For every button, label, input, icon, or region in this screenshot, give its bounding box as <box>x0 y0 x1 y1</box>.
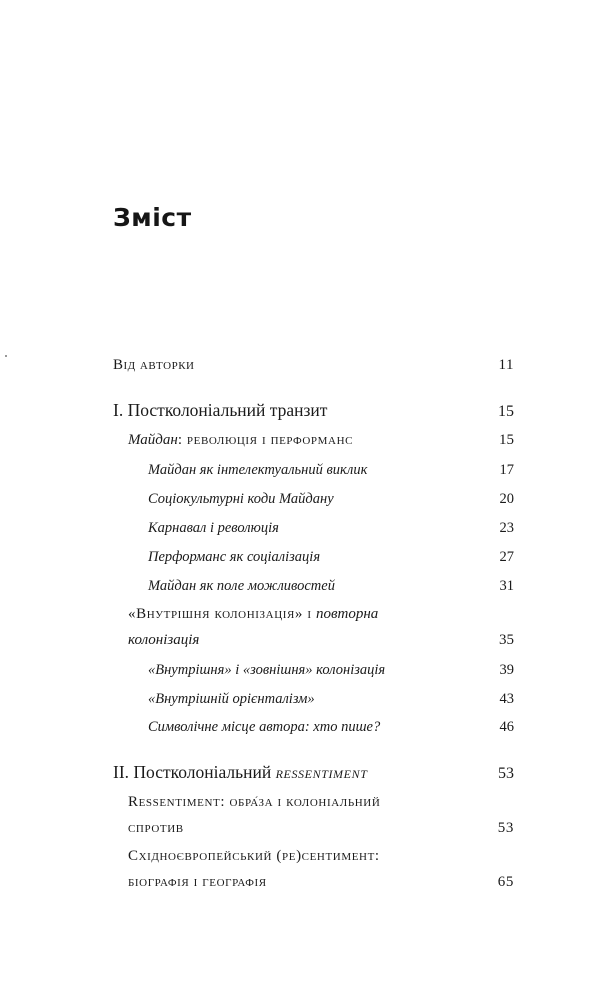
toc-entry-page: 23 <box>499 520 514 536</box>
toc-entry-page: 43 <box>499 691 514 707</box>
toc-chapter-maidan[interactable] <box>128 432 514 449</box>
toc-entry-title: «Внутрішня» і «зовнішня» колонізація <box>148 662 386 678</box>
toc-entry-page: 46 <box>499 719 514 735</box>
toc-title-roman: II. Постколоніальний <box>113 762 276 782</box>
toc-section[interactable] <box>148 719 514 736</box>
toc-chapter-east-european-cont[interactable] <box>128 874 514 891</box>
toc-entry-title: Карнавал і революція <box>148 520 279 536</box>
toc-entry-page: 53 <box>497 820 514 836</box>
scan-speck <box>5 355 7 357</box>
toc-section[interactable] <box>148 662 514 679</box>
toc-entry-title <box>128 432 353 449</box>
toc-entry-page: 31 <box>499 578 514 594</box>
toc-section[interactable] <box>148 462 514 479</box>
toc-entry-title: «Внутрішній орієнталізм» <box>148 691 315 707</box>
toc-entry-title: Соціокультурні коди Майдану <box>148 491 334 507</box>
toc-entry-title: Від авторки <box>113 357 195 373</box>
toc-entry-page: 11 <box>498 357 514 373</box>
toc-title-italic: ressentiment <box>275 762 368 782</box>
toc-entry-page: 35 <box>499 632 514 648</box>
toc-entry-page: 20 <box>499 491 514 507</box>
toc-entry-page: 39 <box>499 662 514 678</box>
toc-title-smallcaps: «Внутрішня колонізація» і <box>128 606 316 622</box>
toc-entry-title <box>128 794 380 811</box>
toc-title-smallcaps: : революція і перформанс <box>177 432 354 448</box>
toc-entry-title: Майдан як інтелектуальний виклик <box>148 462 368 478</box>
toc-entry-title <box>113 762 367 783</box>
toc-entry-title: I. Постколоніальний транзит <box>113 400 328 420</box>
toc-entry-title: Східноєвропейський (ре)сентимент: <box>128 848 380 864</box>
toc-entry-foreword[interactable] <box>113 357 514 374</box>
toc-chapter-ressentiment[interactable] <box>128 794 514 811</box>
toc-chapter-east-european[interactable] <box>128 848 514 865</box>
toc-entry-title: Перформанс як соціалізація <box>148 549 321 565</box>
toc-entry-page: 15 <box>499 432 514 448</box>
toc-entry-page: 15 <box>498 403 514 420</box>
page-title: Зміст <box>113 203 192 232</box>
toc-section[interactable] <box>148 549 514 566</box>
toc-title-italic: Майдан <box>128 432 178 448</box>
toc-title-part-b: : обра́за і колоніальний <box>220 794 381 810</box>
toc-entry-page: 65 <box>497 874 514 890</box>
toc-section[interactable] <box>148 520 514 537</box>
toc-section[interactable] <box>148 691 514 708</box>
toc-chapter-colonization-cont[interactable] <box>128 632 514 649</box>
toc-entry-title: Символічне місце автора: хто пише? <box>148 719 381 735</box>
toc-entry-page: 53 <box>498 765 514 782</box>
toc-chapter-colonization[interactable] <box>128 606 514 623</box>
toc-section[interactable] <box>148 491 514 508</box>
toc-part-1[interactable] <box>113 400 514 421</box>
toc-section[interactable] <box>148 578 514 595</box>
toc-title-part-a: Ressentiment <box>128 794 221 810</box>
toc-entry-title: Майдан як поле можливостей <box>148 578 335 594</box>
toc-chapter-ressentiment-cont[interactable] <box>128 820 514 837</box>
toc-title-italic: повторна <box>316 606 379 622</box>
toc-entry-title: біографія і географія <box>128 874 267 890</box>
toc-entry-title: колонізація <box>128 632 200 648</box>
toc-entry-title: спротив <box>128 820 184 836</box>
toc-part-2[interactable] <box>113 762 514 783</box>
toc-entry-title <box>128 606 378 623</box>
toc-entry-page: 17 <box>499 462 514 478</box>
toc-entry-page: 27 <box>499 549 514 565</box>
